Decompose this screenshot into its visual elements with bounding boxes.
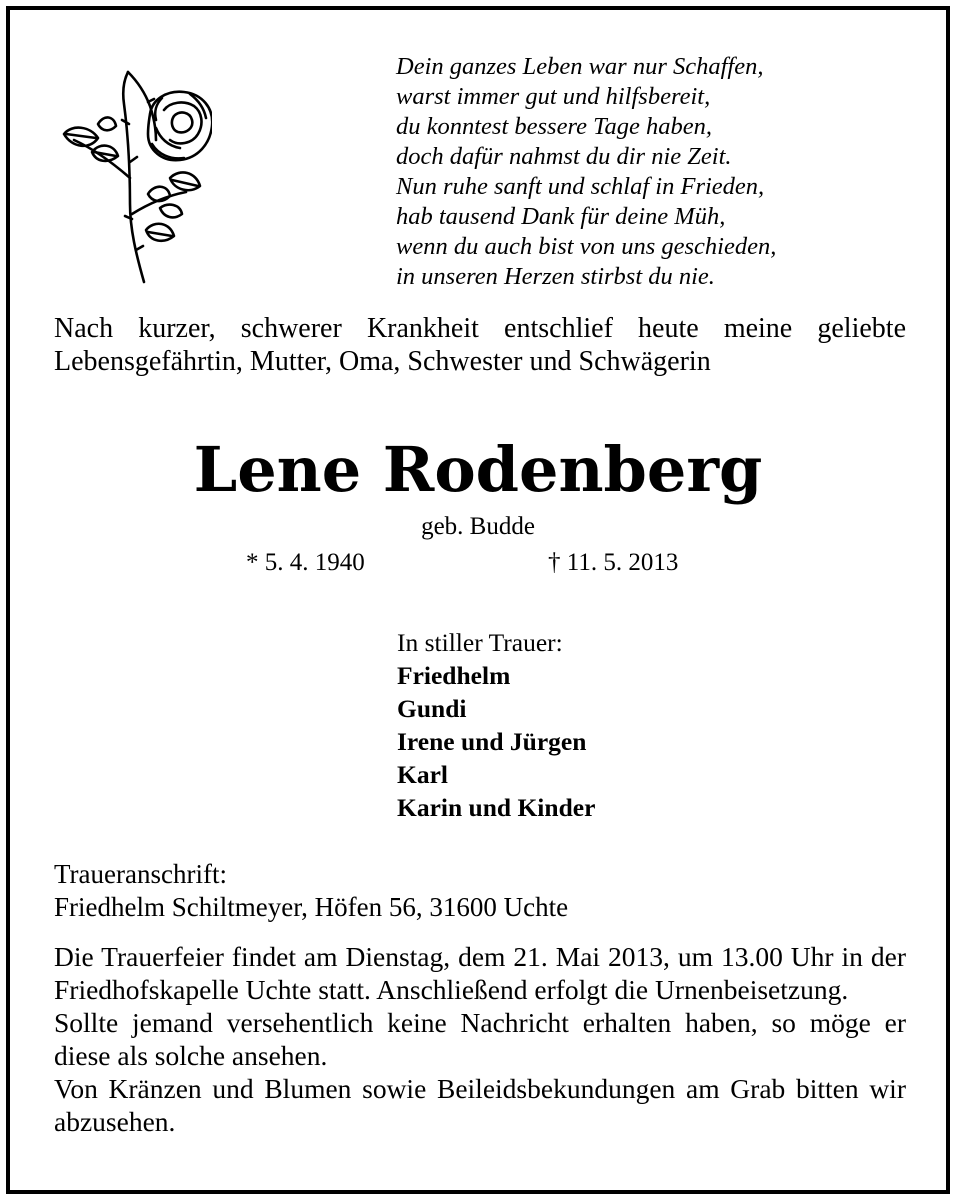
funeral-info [54, 940, 906, 1138]
mourners-block [397, 626, 595, 824]
poem-line: wenn du auch bist von uns geschieden, [396, 233, 777, 260]
address-label: Traueranschrift: [54, 859, 227, 889]
rose-icon [52, 54, 212, 286]
deceased-name: Lene Rodenberg [193, 433, 763, 506]
poem-line: warst immer gut und hilfsbereit, [396, 83, 711, 110]
mourner-name: Gundi [397, 694, 467, 723]
poem-line: hab tausend Dank für deine Müh, [396, 203, 726, 230]
intro-text: Nach kurzer, schwerer Krankheit entschlief heute meine geliebte Lebensgefährtin, Mutter, Oma, Schwester und Schwägerin [54, 313, 906, 377]
poem-line: du konntest bessere Tage haben, [396, 113, 712, 140]
mourner-name: Friedhelm [397, 661, 511, 690]
info-paragraph: Sollte jemand versehentlich keine Nachricht erhalten haben, so möge er diese als solche ansehen. [54, 1007, 906, 1071]
poem-line: Dein ganzes Leben war nur Schaffen, [396, 53, 764, 80]
info-paragraph: Die Trauerfeier findet am Dienstag, dem 21. Mai 2013, um 13.00 Uhr in der Friedhofskapelle Uchte statt. Anschließend erfolgt die Urnenbeisetzung. [54, 941, 906, 1005]
death-date: † 11. 5. 2013 [548, 549, 679, 576]
mourning-address [54, 858, 906, 924]
poem-line: Nun ruhe sanft und schlaf in Frieden, [396, 173, 765, 200]
info-paragraph: Von Kränzen und Blumen sowie Beileidsbekundungen am Grab bitten wir abzusehen. [54, 1073, 906, 1137]
mourners-heading: In stiller Trauer: [397, 628, 563, 657]
poem-line: doch dafür nahmst du dir nie Zeit. [396, 143, 732, 170]
address-line: Friedhelm Schiltmeyer, Höfen 56, 31600 Uchte [54, 892, 569, 922]
maiden-name: geb. Budde [421, 513, 535, 540]
mourner-name: Irene und Jürgen [397, 727, 587, 756]
obituary-notice [6, 6, 950, 1194]
mourner-name: Karl [397, 760, 448, 789]
poem [396, 52, 926, 292]
birth-date: * 5. 4. 1940 [246, 549, 365, 576]
mourner-name: Karin und Kinder [397, 793, 596, 822]
poem-line: in unseren Herzen stirbst du nie. [396, 263, 715, 290]
